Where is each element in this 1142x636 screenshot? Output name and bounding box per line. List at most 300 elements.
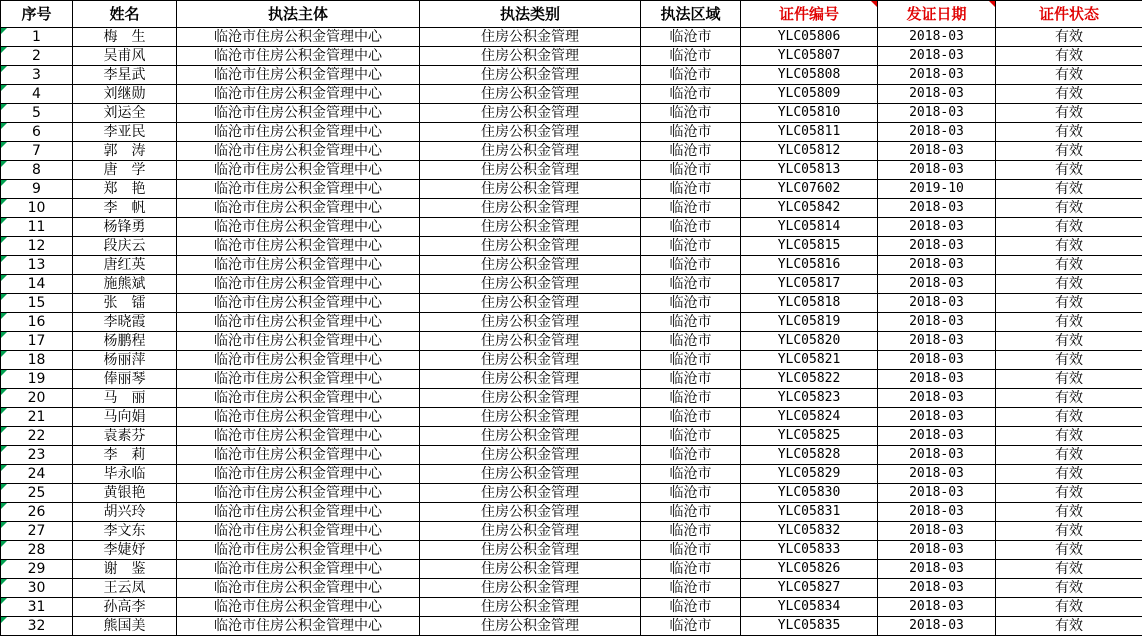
cell-status[interactable] — [996, 351, 1142, 370]
cell-seq[interactable] — [1, 332, 73, 351]
cell-issue-date[interactable] — [878, 370, 996, 389]
cell-seq[interactable] — [1, 85, 73, 104]
cell-issue-date[interactable] — [878, 579, 996, 598]
cell-region[interactable] — [641, 256, 741, 275]
cell-name[interactable] — [73, 598, 177, 617]
cell-name[interactable] — [73, 484, 177, 503]
cell-region[interactable] — [641, 142, 741, 161]
cell-status[interactable] — [996, 617, 1142, 636]
cell-name[interactable] — [73, 123, 177, 142]
cell-seq[interactable] — [1, 28, 73, 47]
cell-issue-date[interactable] — [878, 237, 996, 256]
header-cell-cert-no[interactable] — [741, 1, 878, 28]
cell-status[interactable] — [996, 85, 1142, 104]
cell-region[interactable] — [641, 541, 741, 560]
cell-region[interactable] — [641, 389, 741, 408]
cell-category[interactable] — [420, 313, 641, 332]
cell-region[interactable] — [641, 180, 741, 199]
cell-seq[interactable] — [1, 313, 73, 332]
cell-region[interactable] — [641, 503, 741, 522]
cell-cert-no[interactable] — [741, 522, 878, 541]
cell-status[interactable] — [996, 560, 1142, 579]
cell-cert-no[interactable] — [741, 47, 878, 66]
cell-category[interactable] — [420, 503, 641, 522]
cell-category[interactable] — [420, 522, 641, 541]
cell-region[interactable] — [641, 465, 741, 484]
cell-region[interactable] — [641, 313, 741, 332]
cell-issue-date[interactable] — [878, 541, 996, 560]
cell-region[interactable] — [641, 351, 741, 370]
cell-text: 住房公积金管理 — [481, 504, 579, 520]
cell-region[interactable] — [641, 598, 741, 617]
cell-cert-no[interactable] — [741, 294, 878, 313]
cell-issue-date[interactable] — [878, 408, 996, 427]
cell-name[interactable] — [73, 332, 177, 351]
cell-name[interactable] — [73, 579, 177, 598]
cell-seq[interactable] — [1, 47, 73, 66]
cell-region[interactable] — [641, 579, 741, 598]
cell-name[interactable] — [73, 503, 177, 522]
cell-category[interactable] — [420, 370, 641, 389]
cell-status[interactable] — [996, 218, 1142, 237]
cell-category[interactable] — [420, 427, 641, 446]
cell-category[interactable] — [420, 85, 641, 104]
cell-seq[interactable] — [1, 541, 73, 560]
cell-name[interactable] — [73, 28, 177, 47]
cell-issue-date[interactable] — [878, 484, 996, 503]
cell-issue-date[interactable] — [878, 313, 996, 332]
cell-name[interactable] — [73, 427, 177, 446]
cell-cert-no[interactable] — [741, 446, 878, 465]
cell-seq[interactable] — [1, 408, 73, 427]
cell-entity[interactable] — [177, 28, 420, 47]
cell-entity[interactable] — [177, 199, 420, 218]
cell-name[interactable] — [73, 47, 177, 66]
header-cell-category[interactable]: 执法类别 — [420, 1, 641, 28]
cell-issue-date[interactable] — [878, 256, 996, 275]
cell-region[interactable] — [641, 47, 741, 66]
cell-entity[interactable] — [177, 427, 420, 446]
cell-issue-date[interactable] — [878, 598, 996, 617]
header-cell-entity[interactable]: 执法主体 — [177, 1, 420, 28]
cell-text: YLC05834 — [778, 599, 841, 614]
cell-issue-date[interactable] — [878, 104, 996, 123]
cell-name[interactable] — [73, 104, 177, 123]
cell-name[interactable] — [73, 161, 177, 180]
cell-category[interactable] — [420, 617, 641, 636]
cell-category[interactable] — [420, 541, 641, 560]
cell-category[interactable] — [420, 104, 641, 123]
cell-seq[interactable] — [1, 123, 73, 142]
cell-cert-no[interactable] — [741, 351, 878, 370]
cell-seq[interactable] — [1, 579, 73, 598]
cell-seq[interactable] — [1, 560, 73, 579]
cell-entity[interactable] — [177, 104, 420, 123]
cell-text: 2018-03 — [909, 143, 964, 158]
cell-text: 黄银艳 — [104, 485, 146, 501]
cell-cert-no[interactable] — [741, 332, 878, 351]
cell-region[interactable] — [641, 484, 741, 503]
cell-seq[interactable] — [1, 427, 73, 446]
cell-region[interactable] — [641, 294, 741, 313]
header-cell-seq[interactable]: 序号 — [1, 1, 73, 28]
cell-seq[interactable] — [1, 484, 73, 503]
cell-name[interactable] — [73, 85, 177, 104]
cell-status[interactable] — [996, 503, 1142, 522]
cell-status[interactable] — [996, 522, 1142, 541]
cell-status[interactable] — [996, 408, 1142, 427]
cell-entity[interactable] — [177, 484, 420, 503]
cell-text: YLC05817 — [778, 276, 841, 291]
table-row — [1, 104, 1142, 123]
cell-name[interactable] — [73, 617, 177, 636]
cell-region[interactable] — [641, 237, 741, 256]
cell-cert-no[interactable] — [741, 408, 878, 427]
cell-seq[interactable] — [1, 351, 73, 370]
cell-cert-no[interactable] — [741, 123, 878, 142]
cell-name[interactable] — [73, 237, 177, 256]
cell-status[interactable] — [996, 199, 1142, 218]
cell-text: 段庆云 — [104, 238, 146, 254]
number-as-text-marker-icon — [1, 218, 7, 224]
cell-text: 临沧市 — [670, 447, 712, 463]
cell-entity[interactable] — [177, 560, 420, 579]
cell-text: 有效 — [1055, 162, 1083, 178]
cell-entity[interactable] — [177, 256, 420, 275]
cell-name[interactable] — [73, 389, 177, 408]
cell-issue-date[interactable] — [878, 446, 996, 465]
cell-entity[interactable] — [177, 541, 420, 560]
cell-issue-date[interactable] — [878, 161, 996, 180]
cell-cert-no[interactable] — [741, 541, 878, 560]
number-as-text-marker-icon — [1, 503, 7, 509]
cell-cert-no[interactable] — [741, 85, 878, 104]
cell-status[interactable] — [996, 123, 1142, 142]
cell-cert-no[interactable] — [741, 104, 878, 123]
cell-issue-date[interactable] — [878, 142, 996, 161]
cell-status[interactable] — [996, 313, 1142, 332]
cell-region[interactable] — [641, 560, 741, 579]
cell-category[interactable] — [420, 123, 641, 142]
cell-seq[interactable] — [1, 389, 73, 408]
cell-category[interactable] — [420, 465, 641, 484]
cell-name[interactable] — [73, 541, 177, 560]
cell-seq[interactable] — [1, 237, 73, 256]
cell-status[interactable] — [996, 370, 1142, 389]
cell-name[interactable] — [73, 522, 177, 541]
cell-entity[interactable] — [177, 351, 420, 370]
cell-entity[interactable] — [177, 180, 420, 199]
cell-seq[interactable] — [1, 180, 73, 199]
cell-status[interactable] — [996, 579, 1142, 598]
cell-seq[interactable] — [1, 617, 73, 636]
cell-cert-no[interactable] — [741, 218, 878, 237]
cell-text: 30 — [28, 580, 46, 596]
cell-entity[interactable] — [177, 142, 420, 161]
cell-cert-no[interactable] — [741, 370, 878, 389]
header-cell-region[interactable]: 执法区域 — [641, 1, 741, 28]
header-cell-name[interactable]: 姓名 — [73, 1, 177, 28]
cell-status[interactable] — [996, 541, 1142, 560]
cell-seq[interactable] — [1, 370, 73, 389]
cell-entity[interactable] — [177, 408, 420, 427]
cell-name[interactable] — [73, 560, 177, 579]
cell-text: 2018-03 — [909, 295, 964, 310]
cell-text: 李晓霞 — [104, 314, 146, 330]
cell-text: 31 — [28, 599, 46, 615]
cell-issue-date[interactable] — [878, 85, 996, 104]
cell-seq[interactable] — [1, 142, 73, 161]
cell-seq[interactable] — [1, 218, 73, 237]
cell-category[interactable] — [420, 142, 641, 161]
cell-cert-no[interactable] — [741, 598, 878, 617]
cell-category[interactable] — [420, 47, 641, 66]
cell-category[interactable] — [420, 199, 641, 218]
cell-cert-no[interactable] — [741, 142, 878, 161]
cell-region[interactable] — [641, 522, 741, 541]
cell-cert-no[interactable] — [741, 617, 878, 636]
cell-region[interactable] — [641, 161, 741, 180]
cell-region[interactable] — [641, 123, 741, 142]
cell-category[interactable] — [420, 218, 641, 237]
cell-issue-date[interactable] — [878, 617, 996, 636]
cell-status[interactable] — [996, 256, 1142, 275]
cell-entity[interactable] — [177, 294, 420, 313]
cell-cert-no[interactable] — [741, 161, 878, 180]
cell-region[interactable] — [641, 66, 741, 85]
cell-region[interactable] — [641, 28, 741, 47]
cell-text: 有效 — [1055, 295, 1083, 311]
cell-status[interactable] — [996, 180, 1142, 199]
cell-status[interactable] — [996, 484, 1142, 503]
table-row — [1, 85, 1142, 104]
cell-name[interactable] — [73, 199, 177, 218]
cell-name[interactable] — [73, 180, 177, 199]
cell-category[interactable] — [420, 161, 641, 180]
cell-status[interactable] — [996, 294, 1142, 313]
cell-cert-no[interactable] — [741, 313, 878, 332]
cell-cert-no[interactable] — [741, 66, 878, 85]
cell-issue-date[interactable] — [878, 275, 996, 294]
cell-category[interactable] — [420, 484, 641, 503]
cell-text: 2 — [32, 48, 41, 64]
cell-region[interactable] — [641, 427, 741, 446]
cell-status[interactable] — [996, 47, 1142, 66]
cell-issue-date[interactable] — [878, 28, 996, 47]
cell-entity[interactable] — [177, 123, 420, 142]
cell-text: 2018-03 — [909, 390, 964, 405]
cell-cert-no[interactable] — [741, 427, 878, 446]
cell-text: 16 — [28, 314, 46, 330]
cell-seq[interactable] — [1, 256, 73, 275]
cell-entity[interactable] — [177, 237, 420, 256]
cell-entity[interactable] — [177, 503, 420, 522]
cell-issue-date[interactable] — [878, 218, 996, 237]
cell-text: 临沧市住房公积金管理中心 — [214, 618, 382, 634]
cell-issue-date[interactable] — [878, 294, 996, 313]
cell-cert-no[interactable] — [741, 256, 878, 275]
cell-category[interactable] — [420, 560, 641, 579]
cell-region[interactable] — [641, 275, 741, 294]
cell-text: 临沧市住房公积金管理中心 — [214, 257, 382, 273]
cell-name[interactable] — [73, 66, 177, 85]
cell-region[interactable] — [641, 104, 741, 123]
cell-status[interactable] — [996, 142, 1142, 161]
cell-region[interactable] — [641, 332, 741, 351]
cell-text: 有效 — [1055, 371, 1083, 387]
cell-issue-date[interactable] — [878, 560, 996, 579]
cell-name[interactable] — [73, 256, 177, 275]
cell-region[interactable] — [641, 199, 741, 218]
number-as-text-marker-icon — [1, 446, 7, 452]
cell-category[interactable] — [420, 28, 641, 47]
cell-text: 住房公积金管理 — [481, 542, 579, 558]
cell-name[interactable] — [73, 142, 177, 161]
cell-issue-date[interactable] — [878, 123, 996, 142]
cell-status[interactable] — [996, 161, 1142, 180]
header-cell-issue-date[interactable] — [878, 1, 996, 28]
cell-text: 2018-03 — [909, 314, 964, 329]
cell-issue-date[interactable] — [878, 465, 996, 484]
cell-issue-date[interactable] — [878, 332, 996, 351]
cell-category[interactable] — [420, 66, 641, 85]
cell-entity[interactable] — [177, 85, 420, 104]
cell-name[interactable] — [73, 313, 177, 332]
cell-seq[interactable] — [1, 199, 73, 218]
cell-status[interactable] — [996, 598, 1142, 617]
cell-entity[interactable] — [177, 218, 420, 237]
cell-status[interactable] — [996, 389, 1142, 408]
cell-name[interactable] — [73, 465, 177, 484]
cell-status[interactable] — [996, 275, 1142, 294]
cell-region[interactable] — [641, 617, 741, 636]
cell-category[interactable] — [420, 294, 641, 313]
cell-status[interactable] — [996, 332, 1142, 351]
cell-issue-date[interactable] — [878, 47, 996, 66]
cell-status[interactable] — [996, 237, 1142, 256]
cell-entity[interactable] — [177, 370, 420, 389]
cell-seq[interactable] — [1, 465, 73, 484]
cell-cert-no[interactable] — [741, 275, 878, 294]
cell-category[interactable] — [420, 332, 641, 351]
cell-cert-no[interactable] — [741, 484, 878, 503]
cell-cert-no[interactable] — [741, 579, 878, 598]
cell-entity[interactable] — [177, 313, 420, 332]
cell-cert-no[interactable] — [741, 465, 878, 484]
cell-category[interactable] — [420, 579, 641, 598]
cell-entity[interactable] — [177, 161, 420, 180]
cell-status[interactable] — [996, 465, 1142, 484]
cell-text: 临沧市住房公积金管理中心 — [214, 219, 382, 235]
cell-region[interactable] — [641, 370, 741, 389]
cell-issue-date[interactable] — [878, 389, 996, 408]
cell-entity[interactable] — [177, 332, 420, 351]
cell-cert-no[interactable] — [741, 237, 878, 256]
cell-issue-date[interactable] — [878, 427, 996, 446]
cell-status[interactable] — [996, 104, 1142, 123]
header-cell-status[interactable]: 证件状态 — [996, 1, 1142, 28]
cell-category[interactable] — [420, 598, 641, 617]
cell-entity[interactable] — [177, 617, 420, 636]
cell-name[interactable] — [73, 275, 177, 294]
cell-status[interactable] — [996, 427, 1142, 446]
cell-text: 孙高李 — [104, 599, 146, 615]
cell-text: 住房公积金管理 — [481, 314, 579, 330]
cell-text: 毕永临 — [104, 466, 146, 482]
cell-seq[interactable] — [1, 275, 73, 294]
cell-text: 29 — [28, 561, 46, 577]
cell-category[interactable] — [420, 389, 641, 408]
cell-seq[interactable] — [1, 294, 73, 313]
cell-category[interactable] — [420, 256, 641, 275]
cell-text: 临沧市住房公积金管理中心 — [214, 105, 382, 121]
number-as-text-marker-icon — [1, 66, 7, 72]
cell-name[interactable] — [73, 446, 177, 465]
cell-category[interactable] — [420, 408, 641, 427]
cell-region[interactable] — [641, 218, 741, 237]
cell-text: 15 — [28, 295, 46, 311]
cell-entity[interactable] — [177, 446, 420, 465]
cell-issue-date[interactable] — [878, 66, 996, 85]
cell-name[interactable] — [73, 218, 177, 237]
cell-entity[interactable] — [177, 389, 420, 408]
cell-cert-no[interactable] — [741, 180, 878, 199]
cell-cert-no[interactable] — [741, 560, 878, 579]
cell-region[interactable] — [641, 446, 741, 465]
cell-seq[interactable] — [1, 161, 73, 180]
cell-region[interactable] — [641, 408, 741, 427]
cell-name[interactable] — [73, 351, 177, 370]
cell-issue-date[interactable] — [878, 180, 996, 199]
cell-category[interactable] — [420, 275, 641, 294]
cell-seq[interactable] — [1, 522, 73, 541]
cell-entity[interactable] — [177, 598, 420, 617]
cell-seq[interactable] — [1, 104, 73, 123]
cell-status[interactable] — [996, 446, 1142, 465]
cell-seq[interactable] — [1, 503, 73, 522]
cell-cert-no[interactable] — [741, 28, 878, 47]
cell-text: 临沧市住房公积金管理中心 — [214, 181, 382, 197]
cell-seq[interactable] — [1, 598, 73, 617]
cell-entity[interactable] — [177, 275, 420, 294]
cell-name[interactable] — [73, 370, 177, 389]
cell-issue-date[interactable] — [878, 503, 996, 522]
cell-name[interactable] — [73, 294, 177, 313]
cell-entity[interactable] — [177, 66, 420, 85]
cell-issue-date[interactable] — [878, 522, 996, 541]
cell-cert-no[interactable] — [741, 389, 878, 408]
cell-status[interactable] — [996, 66, 1142, 85]
cell-seq[interactable] — [1, 66, 73, 85]
cell-cert-no[interactable] — [741, 199, 878, 218]
cell-cert-no[interactable] — [741, 503, 878, 522]
cell-seq[interactable] — [1, 446, 73, 465]
cell-entity[interactable] — [177, 465, 420, 484]
cell-category[interactable] — [420, 180, 641, 199]
cell-name[interactable] — [73, 408, 177, 427]
cell-entity[interactable] — [177, 47, 420, 66]
cell-issue-date[interactable] — [878, 199, 996, 218]
cell-category[interactable] — [420, 237, 641, 256]
cell-status[interactable] — [996, 28, 1142, 47]
cell-category[interactable] — [420, 351, 641, 370]
cell-text: 临沧市 — [670, 618, 712, 634]
cell-issue-date[interactable] — [878, 351, 996, 370]
cell-entity[interactable] — [177, 579, 420, 598]
cell-entity[interactable] — [177, 522, 420, 541]
cell-category[interactable] — [420, 446, 641, 465]
cell-region[interactable] — [641, 85, 741, 104]
